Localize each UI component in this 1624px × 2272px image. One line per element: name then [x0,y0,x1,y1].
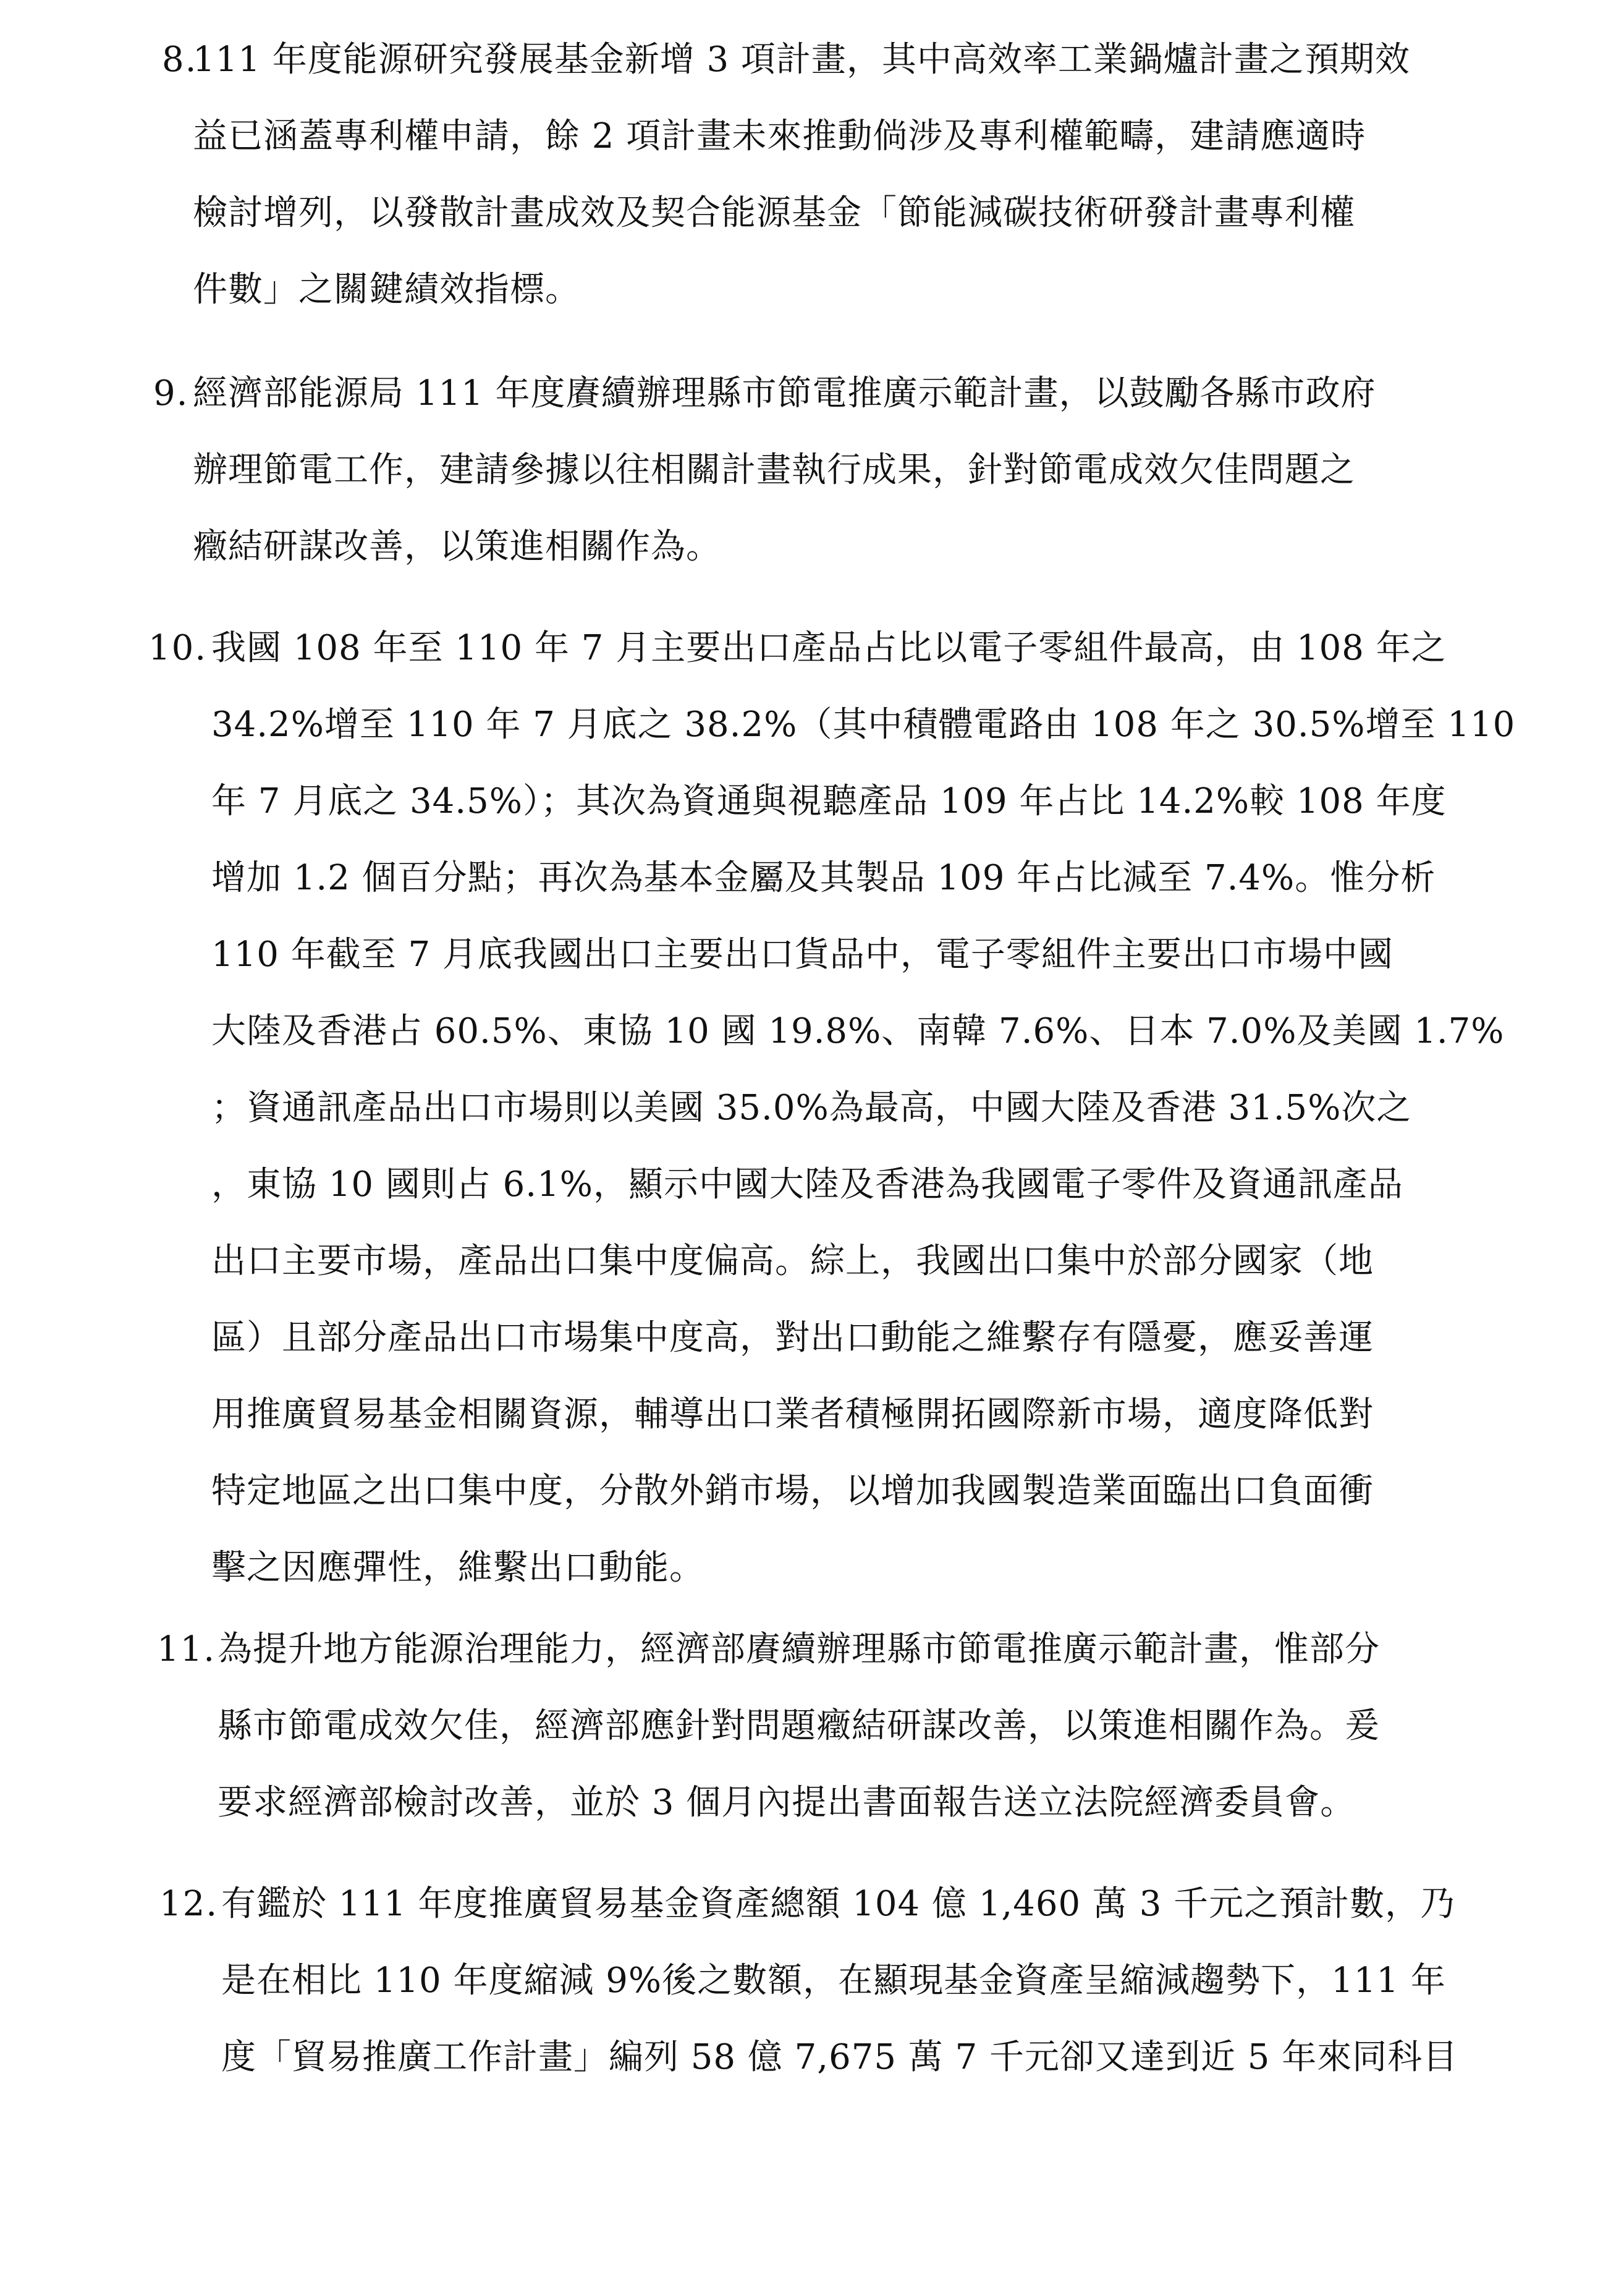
item-line: ，東協 10 國則占 6.1%，顯示中國大陸及香港為我國電子零件及資通訊產品 [211,1164,1403,1205]
item-line: 出口主要市場，產品出口集中度偏高。綜上，我國出口集中於部分國家（地 [211,1241,1374,1281]
item-line: 縣市節電成效欠佳，經濟部應針對問題癥結研謀改善，以策進相關作為。爰 [218,1706,1380,1746]
item-line: 是在相比 110 年度縮減 9%後之數額，在顯現基金資產呈縮減趨勢下，111 年 [221,1960,1446,2001]
item-line: 益已涵蓋專利權申請，餘 2 項計畫未來推動倘涉及專利權範疇，建請應適時 [193,116,1366,156]
item-line: 擊之因應彈性，維繫出口動能。 [211,1548,704,1588]
item-line: 110 年截至 7 月底我國出口主要出口貨品中，電子零組件主要出口市場中國 [211,935,1394,975]
item-line: 要求經濟部檢討改善，並於 3 個月內提出書面報告送立法院經濟委員會。 [218,1782,1356,1823]
item-line: 為提升地方能源治理能力，經濟部賡續辦理縣市節電推廣示範計畫，惟部分 [218,1629,1380,1669]
item-line: ；資通訊產品出口市場則以美國 35.0%為最高，中國大陸及香港 31.5%次之 [211,1088,1412,1128]
item-number: 9. [153,373,189,413]
item-line: 辦理節電工作，建請參據以往相關計畫執行成果，針對節電成效欠佳問題之 [193,450,1355,490]
item-line: 經濟部能源局 111 年度賡續辦理縣市節電推廣示範計畫，以鼓勵各縣市政府 [193,373,1376,413]
item-number: 12. [159,1884,219,1924]
item-line: 111 年度能源研究發展基金新增 3 項計畫，其中高效率工業鍋爐計畫之預期效 [193,40,1410,80]
item-line: 癥結研謀改善，以策進相關作為。 [193,527,721,567]
item-line: 我國 108 年至 110 年 7 月主要出口產品占比以電子零組件最高，由 108 年之 [211,628,1447,668]
item-line: 年 7 月底之 34.5%）；其次為資通與視聽產品 109 年占比 14.2%較 108 年度 [211,781,1447,821]
item-line: 特定地區之出口集中度，分散外銷市場，以增加我國製造業面臨出口負面衝 [211,1471,1374,1511]
item-line: 大陸及香港占 60.5%、東協 10 國 19.8%、南韓 7.6%、日本 7.0%及美國 1.7% [211,1011,1505,1051]
item-number: 8. [162,40,198,80]
item-line: 件數」之關鍵績效指標。 [193,269,580,310]
item-line: 區）且部分產品出口市場集中度高，對出口動能之維繫存有隱憂，應妥善運 [211,1318,1374,1358]
item-number: 10. [148,628,208,668]
item-line: 度「貿易推廣工作計畫」編列 58 億 7,675 萬 7 千元卻又達到近 5 年來同科目 [221,2037,1458,2077]
item-line: 用推廣貿易基金相關資源，輔導出口業者積極開拓國際新市場，適度降低對 [211,1394,1374,1435]
item-line: 有鑑於 111 年度推廣貿易基金資產總額 104 億 1,460 萬 3 千元之預計數，乃 [221,1884,1456,1924]
item-line: 檢討增列，以發散計畫成效及契合能源基金「節能減碳技術研發計畫專利權 [193,193,1355,233]
item-line: 增加 1.2 個百分點；再次為基本金屬及其製品 109 年占比減至 7.4%。惟分析 [211,858,1436,898]
item-number: 11. [157,1629,216,1669]
item-line: 34.2%增至 110 年 7 月底之 38.2%（其中積體電路由 108 年之 30.5%增至 110 [211,705,1516,745]
